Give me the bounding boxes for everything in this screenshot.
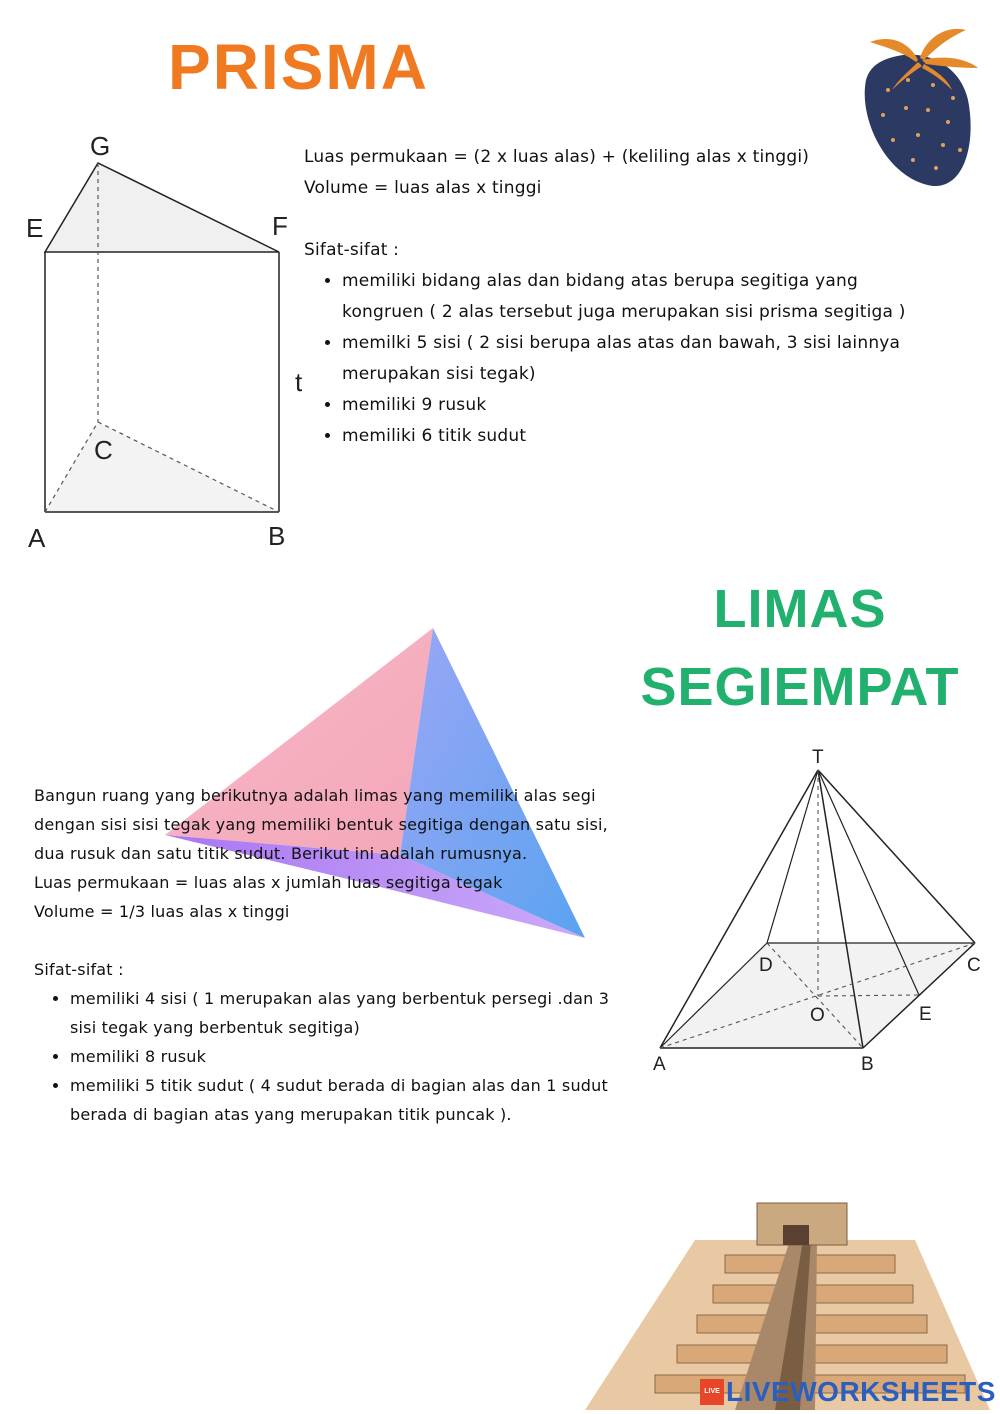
vertex-g-label: G bbox=[90, 131, 111, 161]
limas-formula-volume: Volume = 1/3 luas alas x tinggi bbox=[34, 902, 290, 921]
vertex-a-label: A bbox=[653, 1054, 666, 1075]
vertex-d-label: D bbox=[759, 955, 773, 976]
prisma-property-item: • memilki 5 sisi ( 2 sisi berupa alas atas dan bawah, 3 sisi lainnya merupakan sisi tegak) bbox=[342, 328, 922, 390]
prisma-formula-area: Luas permukaan = (2 x luas alas) + (keliling alas x tinggi) bbox=[304, 147, 810, 167]
vertex-e-label: E bbox=[919, 1004, 932, 1025]
vertex-c-label: C bbox=[94, 435, 113, 465]
triangular-prism-diagram bbox=[20, 125, 320, 565]
limas-property-item: • memiliki 5 titik sudut ( 4 sudut berada di bagian alas dan 1 sudut berada di bagian atas yang merupakan titik puncak ). bbox=[70, 1071, 615, 1129]
limas-title bbox=[630, 570, 970, 726]
vertex-f-label: F bbox=[272, 211, 288, 241]
liveworksheets-logo-text: LIVEWORKSHEETS bbox=[726, 1376, 996, 1407]
vertex-o-label: O bbox=[810, 1005, 825, 1026]
square-pyramid-diagram bbox=[645, 740, 995, 1080]
liveworksheets-watermark bbox=[700, 1376, 996, 1408]
prisma-title: PRISMA bbox=[168, 31, 429, 103]
prisma-property-item: • memiliki 6 titik sudut bbox=[342, 421, 944, 452]
limas-property-item: • memiliki 4 sisi ( 1 merupakan alas yang berbentuk persegi .dan 3 sisi tegak yang berbentuk segitiga) bbox=[70, 984, 615, 1042]
limas-title-line2: SEGIEMPAT bbox=[640, 657, 960, 717]
prisma-properties-list bbox=[304, 266, 944, 452]
liveworksheets-logo-icon: LIVE bbox=[700, 1379, 724, 1405]
vertex-t-label: T bbox=[812, 747, 824, 768]
prisma-properties-title: Sifat-sifat : bbox=[304, 240, 400, 260]
vertex-b-label: B bbox=[861, 1054, 874, 1075]
vertex-c-label: C bbox=[967, 955, 981, 976]
vertex-b-label: B bbox=[268, 521, 286, 551]
vertex-a-label: A bbox=[28, 523, 46, 553]
limas-intro: Bangun ruang yang berikutnya adalah limas yang memiliki alas segi dengan sisi sisi tegak yang memiliki bentuk segitiga dengan satu sisi, dua rusuk dan satu titik sudut. Berikut ini adalah rumusnya. bbox=[34, 786, 608, 863]
vertex-e-label: E bbox=[26, 213, 44, 243]
prisma-formula-volume: Volume = luas alas x tinggi bbox=[304, 178, 542, 198]
prisma-text-block bbox=[304, 142, 944, 452]
height-t-label: t bbox=[295, 367, 303, 397]
limas-formula-area: Luas permukaan = luas alas x jumlah luas segitiga tegak bbox=[34, 873, 503, 892]
limas-text-block bbox=[34, 781, 624, 1129]
prisma-property-item: • memiliki 9 rusuk bbox=[342, 390, 944, 421]
limas-property-item: • memiliki 8 rusuk bbox=[70, 1042, 624, 1071]
prisma-property-item: • memiliki bidang alas dan bidang atas berupa segitiga yang kongruen ( 2 alas tersebut juga merupakan sisi prisma segitiga ) bbox=[342, 266, 922, 328]
limas-title-line1: LIMAS bbox=[713, 579, 887, 639]
limas-properties-title: Sifat-sifat : bbox=[34, 960, 124, 979]
limas-properties-list bbox=[34, 984, 624, 1129]
